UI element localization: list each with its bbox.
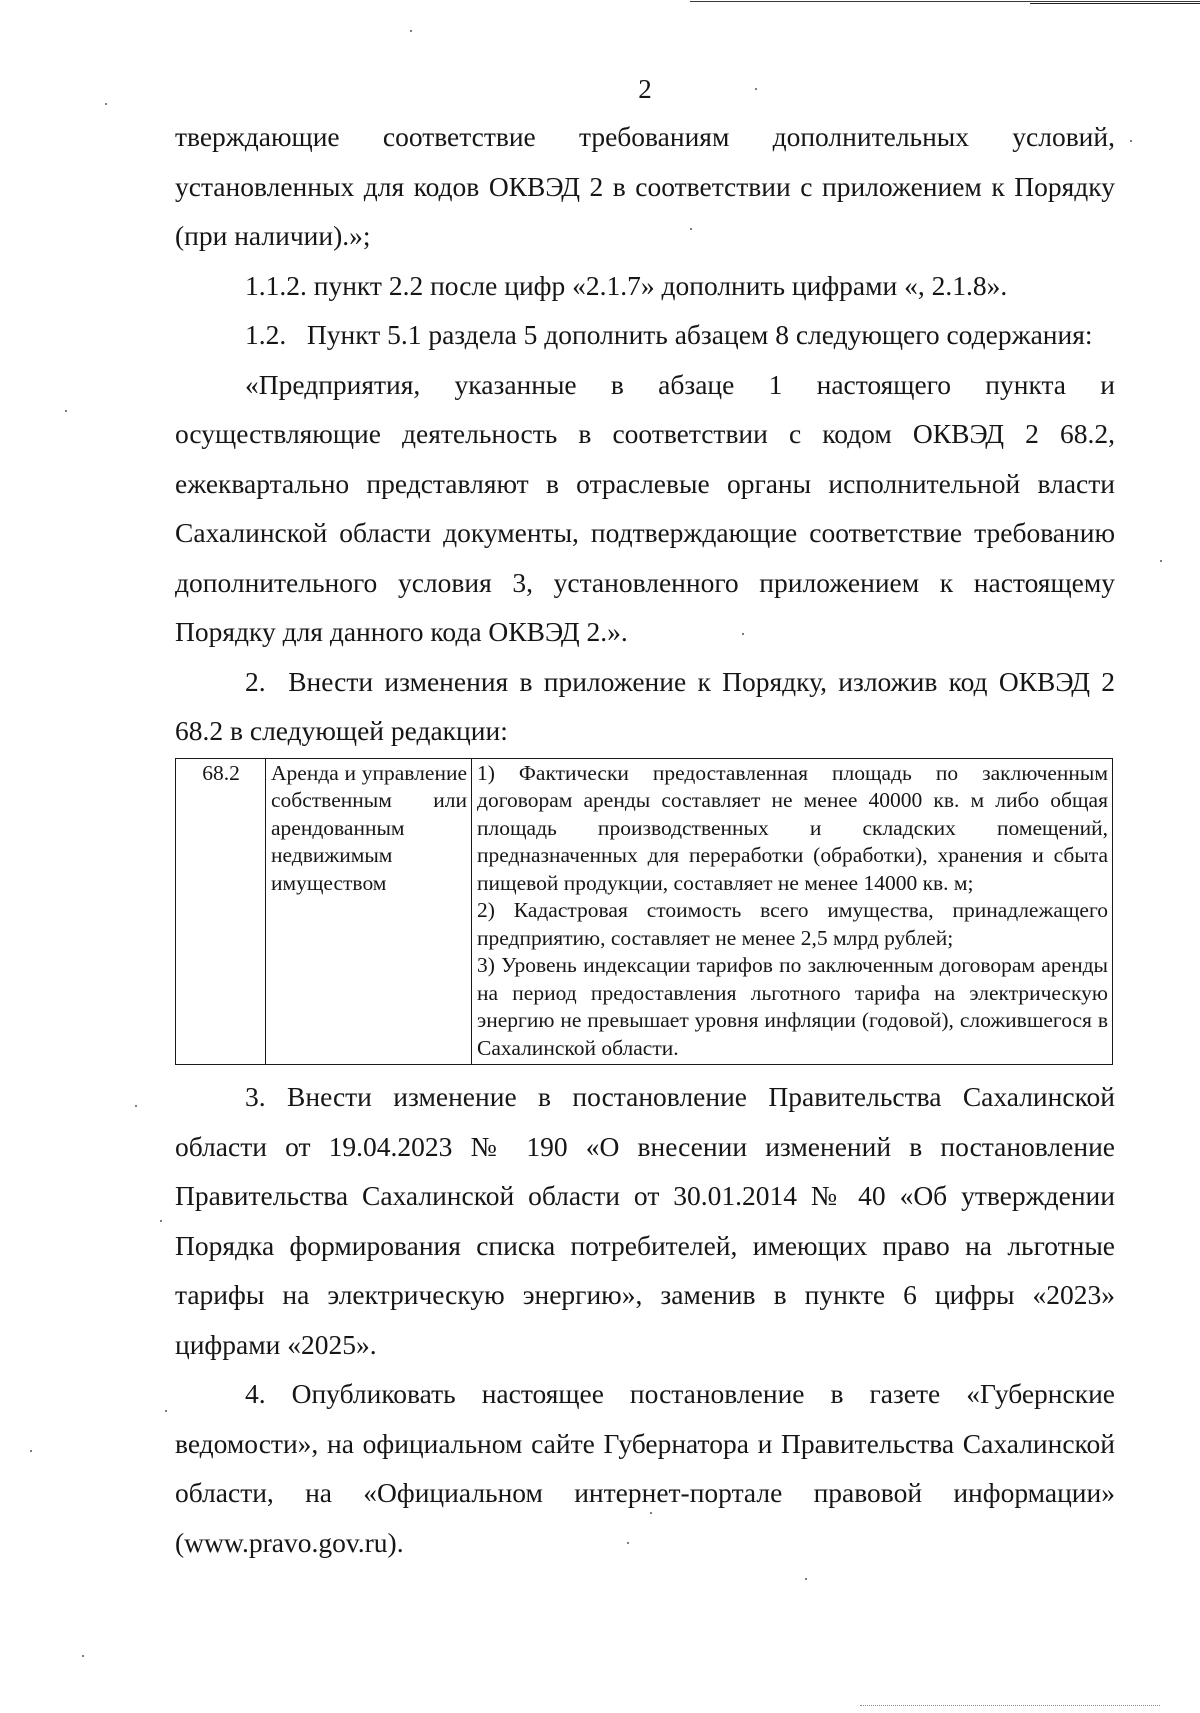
paragraph-3: 3. Внести изменение в постановление Правительства Сахалинской области от 19.04.2023 № 190 «О внесении изменений в постановление Правительства Сахалинской области от 30.01.2014 № 40 «Об утверждении Порядка формирования списка потребителей, имеющих право на льготные тарифы на электрическую энергию», заменив в пункте 6 цифры «2023» цифрами «2025». [175,1081,1115,1360]
scan-speck [65,410,67,412]
scan-edge-line [1030,3,1200,4]
condition-2: 2) Кадастровая стоимость всего имущества, принадлежащего предприятию, составляет не менее 2,5 млрд рублей; [477,898,1108,950]
paragraph-1-1-2: 1.1.2. пункт 2.2 после цифр «2.1.7» дополнить цифрами «, 2.1.8». [245,269,1008,301]
scan-speck [410,30,412,32]
scan-speck [105,103,107,105]
condition-3: 3) Уровень индексации тарифов по заключенным договорам аренды на период предоставления льготного тарифа на электрическую энергию не превышает уровня инфляции (годовой), сложившегося в Сахалинской области. [477,953,1108,1060]
page-number: 2 [638,74,652,104]
scan-speck [690,228,692,230]
table-row [176,758,1113,1065]
scan-speck [135,1105,137,1107]
scan-speck [755,88,757,90]
scan-edge-line [860,1705,1160,1706]
okved-name-cell: Аренда и управление собственным или арендованным недвижимым имуществом [266,758,472,1065]
scan-speck [805,1578,807,1580]
condition-1: 1) Фактически предоставленная площадь по заключенным договорам аренды составляет не менее 40000 кв. м либо общая площадь производственных и складских помещений, предназначенных для переработки (обработки), хранения и сбыта пищевой продукции, составляет не менее 14000 кв. м; [477,760,1108,895]
scan-speck [82,1655,84,1657]
paragraph-quote: «Предприятия, указанные в абзаце 1 настоящего пункта и осуществляющие деятельность в соответствии с кодом ОКВЭД 2 68.2, ежеквартально представляют в отраслевые органы исполнительной власти Сахалинской области документы, подтверждающие соответствие требованию дополнительного условия 3, установленного приложением к настоящему Порядку для данного кода ОКВЭД 2.». [175,368,1115,647]
okved-code-cell: 68.2 [176,758,266,1065]
document-body [175,112,1122,1567]
scan-speck [30,1450,32,1452]
scan-speck [165,1410,167,1412]
scan-speck [650,1512,652,1514]
scan-speck [627,1542,629,1544]
okved-conditions-cell [472,758,1113,1065]
paragraph-1-2: 1.2. Пункт 5.1 раздела 5 дополнить абзацем 8 следующего содержания: [245,319,1093,350]
scan-speck [1130,140,1132,142]
okved-table [175,758,1113,1066]
scan-speck [742,633,744,635]
scan-edge-line [690,1,1200,2]
paragraph-continuation: тверждающие соответствие требованиям дополнительных условий, установленных для кодов ОКВЭД 2 в соответствии с приложением к Порядку (при наличии).»; [175,121,1115,251]
scan-speck [160,1220,162,1222]
paragraph-2: 2. Внести изменения в приложение к Порядку, изложив код ОКВЭД 2 68.2 в следующей редакции: [175,665,1122,746]
paragraph-4: 4. Опубликовать настоящее постановление в газете «Губернские ведомости», на официальном сайте Губернатора и Правительства Сахалинской области, на «Официальном интернет-портале правовой информации» (www.pravo.gov.ru). [175,1378,1115,1558]
scan-speck [1160,560,1162,562]
